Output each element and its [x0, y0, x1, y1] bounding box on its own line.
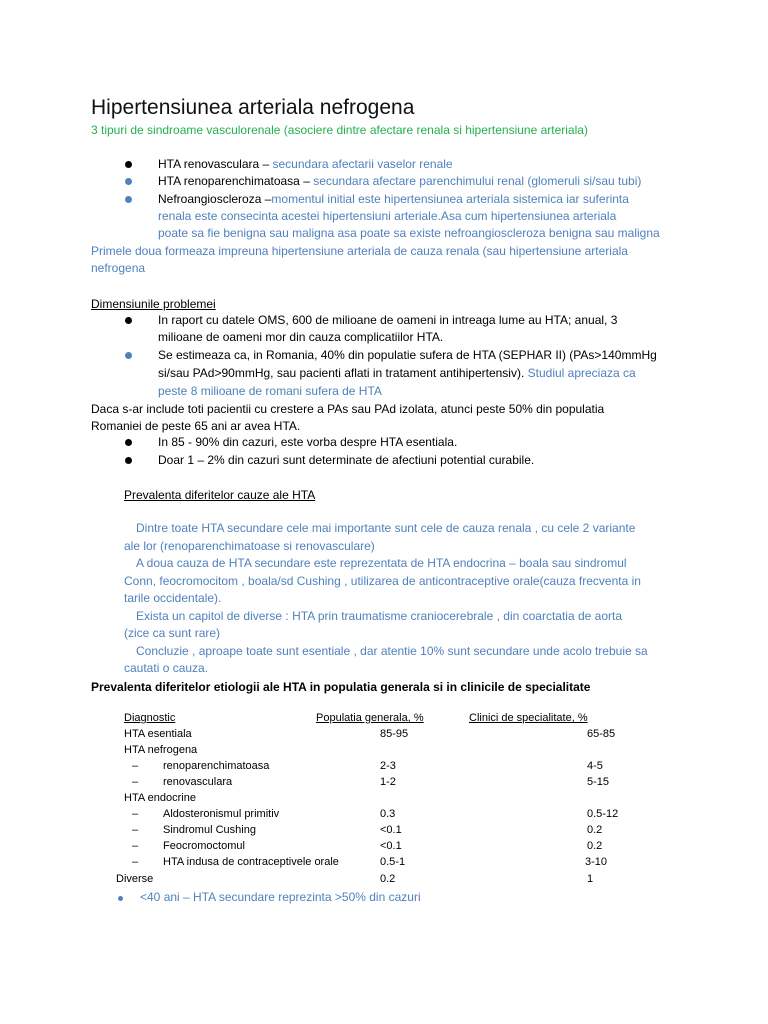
prevalence-line: (zice ca sunt rare)	[124, 626, 221, 640]
table-heading: Prevalenta diferitelor etiologii ale HTA in populatia generala si in clinicile de specialitate	[91, 680, 591, 694]
table-cell-clin: 1	[587, 873, 594, 885]
subtitle: 3 tipuri de sindroame vasculorenale (asociere dintre afectare renala si hipertensiune arteriala)	[91, 123, 588, 137]
dim-item-line: Se estimeaza ca, in Romania, 40% din populatie sufera de HTA (SEPHAR II) (PAs>140mmHg	[158, 348, 657, 362]
table-row-dash: –	[132, 856, 139, 868]
table-row-label: renoparenchimatoasa	[163, 760, 270, 772]
table-cell-pop: 0.5-1	[380, 856, 406, 868]
page-title: Hipertensiunea arteriala nefrogena	[91, 96, 415, 119]
table-row-label: HTA indusa de contraceptivele orale	[163, 856, 339, 868]
table-cell-pop: 2-3	[380, 760, 396, 772]
table-cell-pop: <0.1	[380, 824, 402, 836]
table-header-clinics: Clinici de specialitate, %	[469, 712, 588, 724]
table-row-label: HTA endocrine	[124, 792, 196, 804]
table-header-diagnostic: Diagnostic	[124, 712, 176, 724]
table-cell-pop: <0.1	[380, 840, 402, 852]
table-row-dash: –	[132, 760, 139, 772]
bullet-dot	[125, 178, 132, 185]
dim-item-line: milioane de oameni mor din cauza complicatiilor HTA.	[158, 330, 444, 344]
table-row-dash: –	[132, 824, 139, 836]
table-header-population: Populatia generala, %	[316, 712, 424, 724]
table-cell-clin: 3-10	[585, 856, 608, 868]
table-cell-clin: 0.2	[587, 840, 603, 852]
table-cell-pop: 1-2	[380, 776, 396, 788]
prevalence-line: Conn, feocromocitom , boala/sd Cushing , utilizarea de anticontraceptive orale(cauza frecventa in	[124, 574, 641, 588]
table-cell-pop: 85-95	[380, 728, 409, 740]
prevalence-line: Dintre toate HTA secundare cele mai importante sunt cele de cauza renala , cu cele 2 variante	[136, 521, 636, 535]
table-row-label: HTA esentiala	[124, 728, 192, 740]
prevalence-line: Exista un capitol de diverse : HTA prin traumatisme craniocerebrale , din coarctatia de aorta	[136, 609, 623, 623]
section-heading: Prevalenta diferitelor cauze ale HTA	[124, 488, 316, 502]
table-cell-pop: 0.3	[380, 808, 396, 820]
paragraph-line: Primele doua formeaza impreuna hipertensiune arteriala de cauza renala (sau hipertensiune arteriala	[91, 244, 628, 258]
prevalence-line: ale lor (renoparenchimatoase si renovasculare)	[124, 539, 375, 553]
dim-item-line: si/sau PAd>90mmHg, sau pacienti aflati in tratament antihipertensiv). Studiul apreciaza ca	[158, 366, 636, 380]
type-item-renovascular: HTA renovasculara – secundara afectarii vaselor renale	[158, 157, 453, 171]
table-cell-clin: 0.2	[587, 824, 603, 836]
type-item-text-line: renala este consecinta acestei hipertensiuni arteriale.Asa cum hipertensiunea arteriala	[158, 209, 617, 223]
final-note: <40 ani – HTA secundare reprezinta >50% din cazuri	[140, 890, 421, 904]
paragraph-line: Daca s-ar include toti pacientii cu crestere a PAs sau PAd izolata, atunci peste 50% din populatia	[91, 402, 605, 416]
prevalence-line: Concluzie , aproape toate sunt esentiale , dar atentie 10% sunt secundare unde acolo trebuie sa	[136, 644, 648, 658]
table-cell-clin: 0.5-12	[587, 808, 619, 820]
table-row-dash: –	[132, 808, 139, 820]
bullet-dot	[125, 457, 132, 464]
dim-item-line: Doar 1 – 2% din cazuri sunt determinate de afectiuni potential curabile.	[158, 453, 535, 467]
table-cell-clin: 4-5	[587, 760, 603, 772]
bullet-dot	[125, 196, 132, 203]
table-cell-pop: 0.2	[380, 873, 396, 885]
table-row-label: Diverse	[116, 873, 154, 885]
table-row-label: Feocromoctomul	[163, 840, 245, 852]
bullet-dot	[125, 439, 132, 446]
section-heading: Dimensiunile problemei	[91, 297, 216, 311]
table-cell-clin: 5-15	[587, 776, 610, 788]
type-item-renoparenchimatous: HTA renoparenchimatoasa – secundara afectare parenchimului renal (glomeruli si/sau tubi)	[158, 174, 642, 188]
type-item-text-line: poate sa fie benigna sau maligna asa poate sa existe nefroangioscleroza benigna sau maligna	[158, 226, 660, 240]
paragraph-line: Romaniei de peste 65 ani ar avea HTA.	[91, 419, 301, 433]
bullet-dot	[125, 161, 132, 168]
prevalence-line: cautati o cauza.	[124, 661, 209, 675]
table-row-label: Sindromul Cushing	[163, 824, 256, 836]
prevalence-line: tarile occidentale).	[124, 591, 222, 605]
bullet-dot	[118, 896, 123, 901]
paragraph-line: nefrogena	[91, 261, 146, 275]
type-item-nephroangiosclerosis: Nefroangioscleroza –momentul initial este hipertensiunea arteriala sistemica iar suferinta	[158, 192, 629, 206]
table-cell-clin: 65-85	[587, 728, 616, 740]
dim-item-line: In 85 - 90% din cazuri, este vorba despre HTA esentiala.	[158, 435, 458, 449]
bullet-dot	[125, 352, 132, 359]
table-row-dash: –	[132, 776, 139, 788]
prevalence-line: A doua cauza de HTA secundare este reprezentata de HTA endocrina – boala sau sindromul	[136, 556, 627, 570]
table-row-label: Aldosteronismul primitiv	[163, 808, 280, 820]
table-row-label: HTA nefrogena	[124, 744, 198, 756]
dim-item-line: In raport cu datele OMS, 600 de milioane de oameni in intreaga lume au HTA; anual, 3	[158, 313, 618, 327]
table-row-dash: –	[132, 840, 139, 852]
table-row-label: renovasculara	[163, 776, 233, 788]
bullet-dot	[125, 317, 132, 324]
dim-item-line: peste 8 milioane de romani sufera de HTA	[158, 384, 382, 398]
